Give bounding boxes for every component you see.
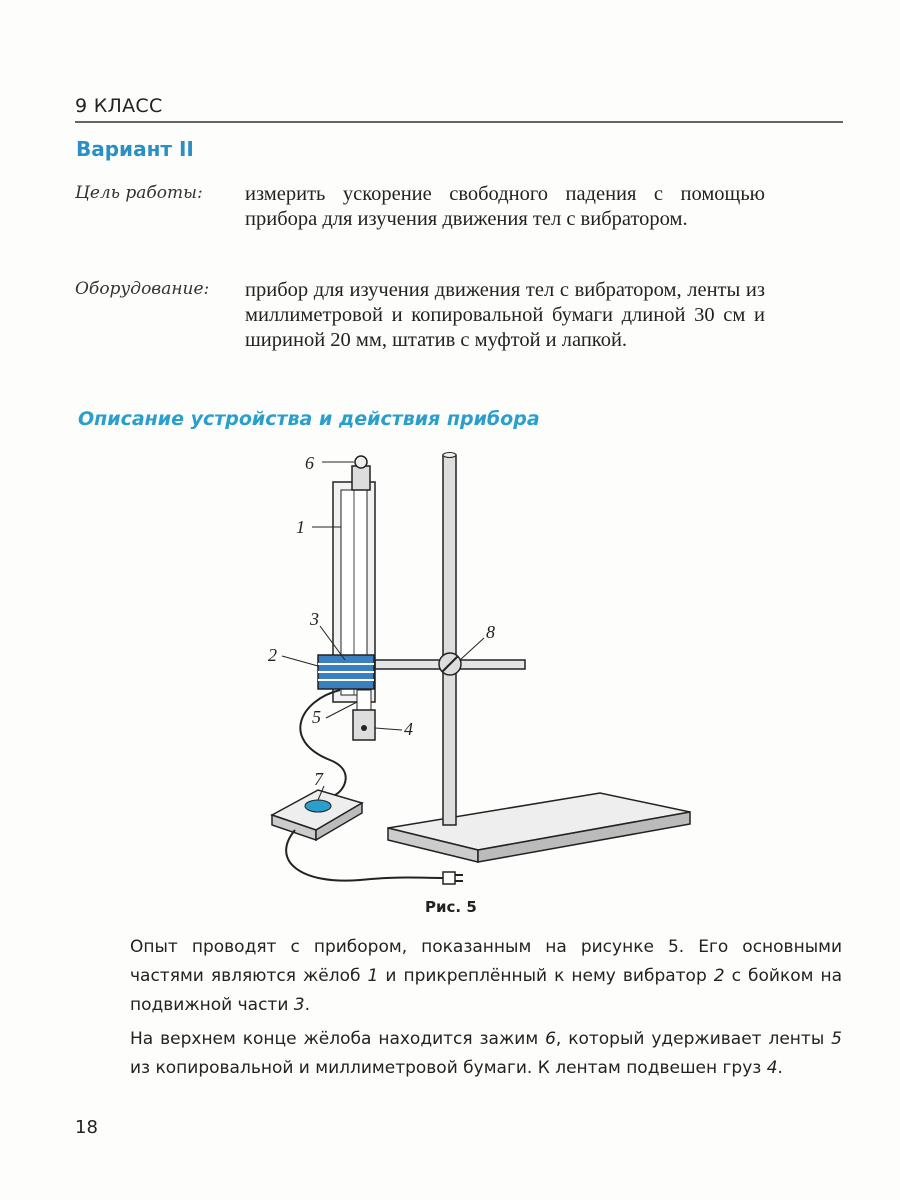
cable	[300, 690, 345, 795]
label-7: 7	[314, 769, 323, 789]
figure-caption: Рис. 5	[425, 898, 477, 916]
label-4: 4	[404, 719, 413, 739]
stand-rod	[443, 455, 456, 825]
p1-text-a: Опыт проводят с прибором, показанным на рисунке 5. Его основными частями являются жёлоб	[130, 937, 842, 986]
vibrator	[318, 655, 374, 689]
equipment-label: Оборудование:	[75, 279, 210, 299]
p2-text-a: На верхнем конце жёлоба находится зажим	[130, 1029, 546, 1049]
goal-text: измерить ускорение свободного падения с помощью прибора для изучения движения тел с вибратором.	[245, 183, 765, 230]
ref-2: 2	[713, 966, 725, 986]
label-2: 2	[268, 645, 277, 665]
ref-1: 1	[367, 966, 379, 986]
page-number: 18	[75, 1117, 98, 1138]
ref-3: 3	[293, 995, 305, 1015]
label-8: 8	[486, 622, 495, 642]
grade-header: 9 КЛАСС	[75, 95, 163, 117]
p2-text-b: , который удерживает ленты	[555, 1029, 832, 1049]
stand-base	[388, 793, 690, 862]
label-1: 1	[296, 517, 305, 537]
paragraph-2	[130, 1025, 842, 1083]
goal-label: Цель работы:	[75, 183, 203, 203]
plug-icon	[443, 872, 463, 884]
ref-4: 4	[766, 1058, 778, 1078]
variant-title: Вариант II	[76, 137, 194, 161]
p1-text-b: и прикреплённый к нему вибратор	[378, 966, 714, 986]
tapes	[357, 690, 371, 710]
ref-5: 5	[831, 1029, 842, 1049]
p2-text-d: .	[777, 1058, 783, 1078]
section-title: Описание устройства и действия прибора	[78, 408, 540, 430]
label-5: 5	[312, 707, 321, 727]
paragraph-1	[130, 933, 842, 1020]
p1-text-d: .	[304, 995, 311, 1015]
label-3: 3	[310, 609, 319, 629]
label-6: 6	[305, 453, 314, 473]
ref-6: 6	[545, 1029, 556, 1049]
p2-text-c: из копировальной и миллиметровой бумаги. К лентам подвешен груз	[130, 1058, 767, 1078]
switch-box	[272, 790, 362, 840]
equipment-text: прибор для изучения движения тел с вибратором, ленты из миллиметровой и копировальной бумаги длиной 30 см и шириной 20 мм, штатив с муфтой и лапкой.	[245, 279, 765, 351]
top-clamp	[352, 456, 370, 490]
p1-text-c: с бойком на подвижной части	[130, 966, 842, 1015]
